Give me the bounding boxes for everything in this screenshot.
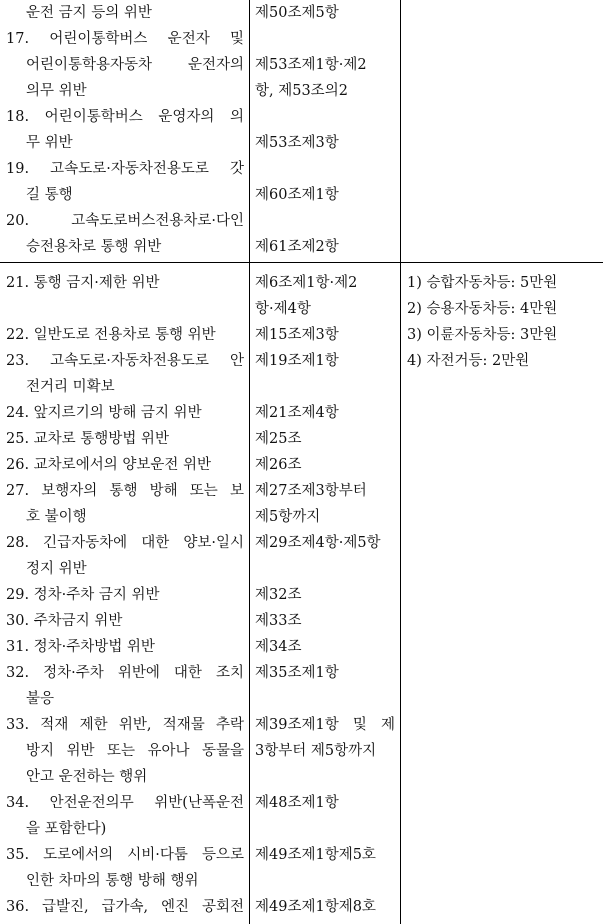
law-article-line bbox=[255, 686, 395, 712]
violation-line: 20. 고속도로버스전용차로·다인 bbox=[6, 213, 244, 229]
law-article-line: 제35조제1항 bbox=[255, 665, 339, 681]
fine-amount-line: 3) 이륜자동차등: 3만원 bbox=[407, 327, 558, 343]
violation-line: 32. 정차·주차 위반에 대한 조치 bbox=[6, 665, 244, 681]
violation-line: 19. 고속도로·자동차전용도로 갓 bbox=[6, 161, 244, 177]
violation-line: 35. 도로에서의 시비·다툼 등으로 bbox=[6, 847, 244, 863]
column-divider-right bbox=[400, 0, 401, 924]
law-article-line: 제49조제1항제5호 bbox=[255, 847, 376, 863]
fine-amount-list bbox=[407, 270, 597, 374]
violation-line: 34. 안전운전의무 위반(난폭운전 bbox=[6, 795, 244, 811]
law-article-line: 제19조제1항 bbox=[255, 353, 339, 369]
column-divider-left bbox=[249, 0, 250, 924]
violation-line: 23. 고속도로·자동차전용도로 안 bbox=[6, 353, 244, 369]
law-article-line bbox=[255, 374, 395, 400]
violation-line: 호 불이행 bbox=[26, 509, 87, 525]
law-article-line: 제33조 bbox=[255, 613, 302, 629]
fine-amount-line: 1) 승합자동차등: 5만원 bbox=[407, 275, 558, 291]
violation-line: 불응 bbox=[26, 691, 55, 707]
violation-line: 25. 교차로 통행방법 위반 bbox=[6, 431, 169, 447]
law-article-list-bottom bbox=[255, 270, 395, 920]
violation-line: 24. 앞지르기의 방해 금지 위반 bbox=[6, 405, 202, 421]
violation-line bbox=[6, 296, 244, 322]
violation-line: 인한 차마의 통행 방해 행위 bbox=[26, 873, 199, 889]
law-article-line: 항·제4항 bbox=[255, 301, 311, 317]
law-article-line: 제53조제3항 bbox=[255, 135, 339, 151]
law-article-line bbox=[255, 104, 395, 130]
violation-line: 31. 정차·주차방법 위반 bbox=[6, 639, 155, 655]
fine-amount-line: 4) 자전거등: 2만원 bbox=[407, 353, 530, 369]
law-article-line: 항, 제53조의2 bbox=[255, 83, 348, 99]
violation-line: 무 위반 bbox=[26, 135, 73, 151]
violation-line: 을 포함한다) bbox=[26, 821, 107, 837]
law-article-line: 제6조제1항·제2 bbox=[255, 275, 358, 291]
law-article-line: 제27조제3항부터 bbox=[255, 483, 367, 499]
violation-line: 33. 적재 제한 위반, 적재물 추락 bbox=[6, 717, 244, 733]
violation-line: 28. 긴급자동차에 대한 양보·일시 bbox=[6, 535, 244, 551]
violation-line: 21. 통행 금지·제한 위반 bbox=[6, 275, 160, 291]
fine-amount-line: 2) 승용자동차등: 4만원 bbox=[407, 301, 558, 317]
violation-list-top bbox=[6, 0, 244, 260]
violation-line: 22. 일반도로 전용차로 통행 위반 bbox=[6, 327, 216, 343]
law-article-line: 제61조제2항 bbox=[255, 239, 339, 255]
law-article-line bbox=[255, 208, 395, 234]
law-article-line: 제39조제1항 및 제 bbox=[255, 717, 395, 733]
law-article-list-top bbox=[255, 0, 395, 260]
law-article-line bbox=[255, 156, 395, 182]
violation-line: 29. 정차·주차 금지 위반 bbox=[6, 587, 160, 603]
violation-line: 의무 위반 bbox=[26, 83, 87, 99]
section-divider bbox=[0, 262, 603, 263]
violation-line: 정지 위반 bbox=[26, 561, 87, 577]
law-article-line: 제50조제5항 bbox=[255, 5, 339, 21]
violation-line: 길 통행 bbox=[26, 187, 73, 203]
law-article-line: 제34조 bbox=[255, 639, 302, 655]
violation-list-bottom bbox=[6, 270, 244, 920]
violation-line: 17. 어린이통학버스 운전자 및 bbox=[6, 31, 244, 47]
law-article-line: 제5항까지 bbox=[255, 509, 321, 525]
violation-line: 36. 급발진, 급가속, 엔진 공회전 bbox=[6, 899, 244, 915]
violation-line: 18. 어린이통학버스 운영자의 의 bbox=[6, 109, 244, 125]
law-article-line: 제53조제1항·제2 bbox=[255, 57, 367, 73]
violation-line: 30. 주차금지 위반 bbox=[6, 613, 123, 629]
law-article-line: 제29조제4항·제5항 bbox=[255, 535, 381, 551]
law-article-line: 제60조제1항 bbox=[255, 187, 339, 203]
violation-line: 27. 보행자의 통행 방해 또는 보 bbox=[6, 483, 244, 499]
law-article-line: 제32조 bbox=[255, 587, 302, 603]
law-article-line: 제49조제1항제8호 bbox=[255, 899, 376, 915]
law-article-line: 제26조 bbox=[255, 457, 302, 473]
law-article-line bbox=[255, 816, 395, 842]
law-article-line: 제48조제1항 bbox=[255, 795, 339, 811]
law-article-line: 3항부터 제5항까지 bbox=[255, 743, 377, 759]
violation-line: 방지 위반 또는 유아나 동물을 bbox=[26, 743, 244, 759]
law-article-line: 제15조제3항 bbox=[255, 327, 339, 343]
law-article-line bbox=[255, 556, 395, 582]
violation-line: 전거리 미확보 bbox=[26, 379, 115, 395]
law-article-line bbox=[255, 26, 395, 52]
violation-line: 어린이통학용자동차 운전자의 bbox=[26, 57, 244, 73]
violation-line: 안고 운전하는 행위 bbox=[26, 769, 148, 785]
violation-line: 운전 금지 등의 위반 bbox=[26, 5, 152, 21]
violation-line: 26. 교차로에서의 양보운전 위반 bbox=[6, 457, 211, 473]
law-article-line bbox=[255, 868, 395, 894]
law-article-line: 제21조제4항 bbox=[255, 405, 339, 421]
law-article-line bbox=[255, 764, 395, 790]
violation-line: 승전용차로 통행 위반 bbox=[26, 239, 162, 255]
law-article-line: 제25조 bbox=[255, 431, 302, 447]
